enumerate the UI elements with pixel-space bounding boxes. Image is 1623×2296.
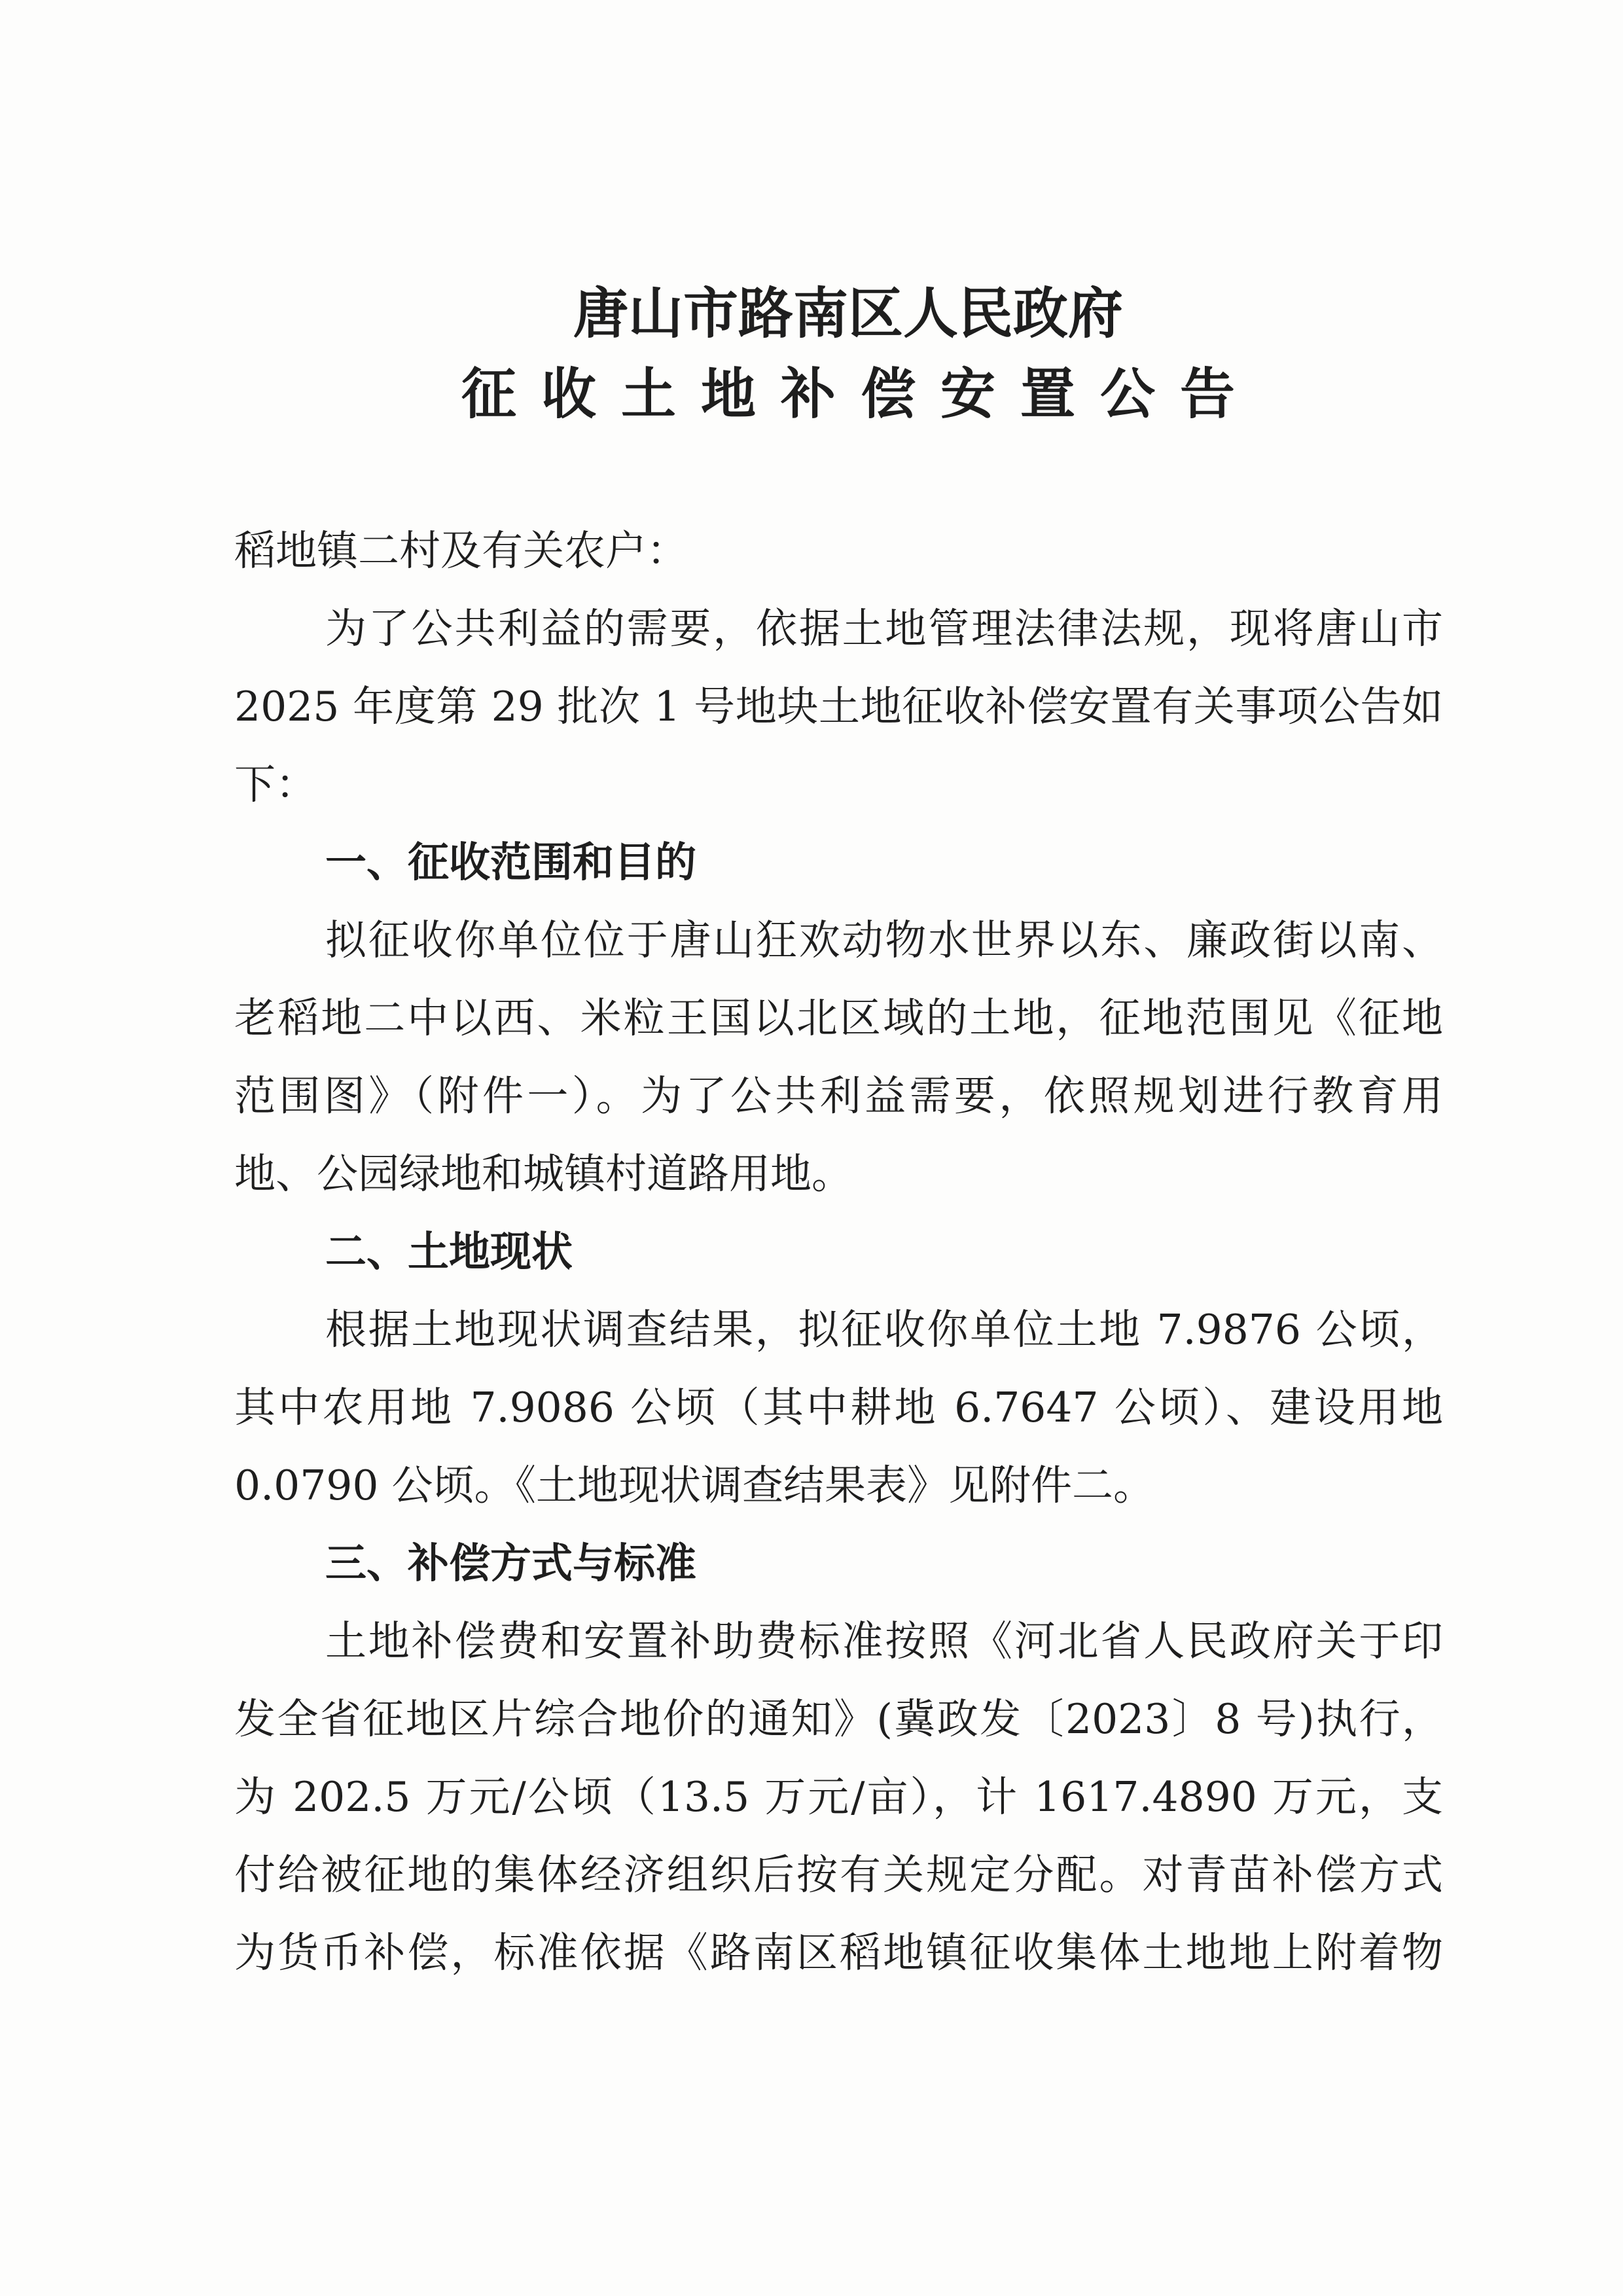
notice-title [234,273,1462,434]
section-heading-compensation: 三、补偿方式与标准 [325,1539,696,1587]
section-line: 为货币补偿，标准依据《路南区稻地镇征收集体土地地上附着物 [234,1929,1443,1977]
section-line: 拟征收你单位位于唐山狂欢动物水世界以东、廉政街以南、 [325,916,1443,964]
section-line: 发全省征地区片综合地价的通知》(冀政发〔2023〕8 号)执行， [234,1695,1443,1743]
intro-line: 2025 年度第 29 批次 1 号地块土地征收补偿安置有关事项公告如 [234,683,1443,730]
notice-body [234,512,1443,1992]
section-line: 付给被征地的集体经济组织后按有关规定分配。对青苗补偿方式 [234,1851,1443,1899]
section-line: 范围图》（附件一）。为了公共利益需要，依照规划进行教育用 [234,1072,1443,1120]
section-line: 其中农用地 7.9086 公顷（其中耕地 6.7647 公顷）、建设用地 [234,1384,1443,1431]
section-line: 地、公园绿地和城镇村道路用地。 [234,1150,853,1198]
section-line: 0.0790 公顷。《土地现状调查结果表》见附件二。 [234,1462,1154,1509]
title-notice-name: 征收土地补偿安置公告 [461,361,1260,426]
section-line: 为 202.5 万元/公顷（13.5 万元/亩），计 1617.4890 万元，支 [234,1773,1443,1821]
title-issuer: 唐山市路南区人民政府 [573,281,1123,346]
section-line: 根据土地现状调查结果，拟征收你单位土地 7.9876 公顷， [325,1306,1443,1354]
salutation: 稻地镇二村及有关农户： [234,527,688,575]
intro-line: 为了公共利益的需要，依据土地管理法律法规，现将唐山市 [325,605,1443,653]
section-heading-land-status: 二、土地现状 [325,1228,573,1276]
section-line: 老稻地二中以西、米粒王国以北区域的土地，征地范围见《征地 [234,994,1443,1042]
section-line: 土地补偿费和安置补助费标准按照《河北省人民政府关于印 [325,1617,1443,1665]
section-heading-scope: 一、征收范围和目的 [325,838,696,886]
intro-line: 下： [234,761,317,808]
